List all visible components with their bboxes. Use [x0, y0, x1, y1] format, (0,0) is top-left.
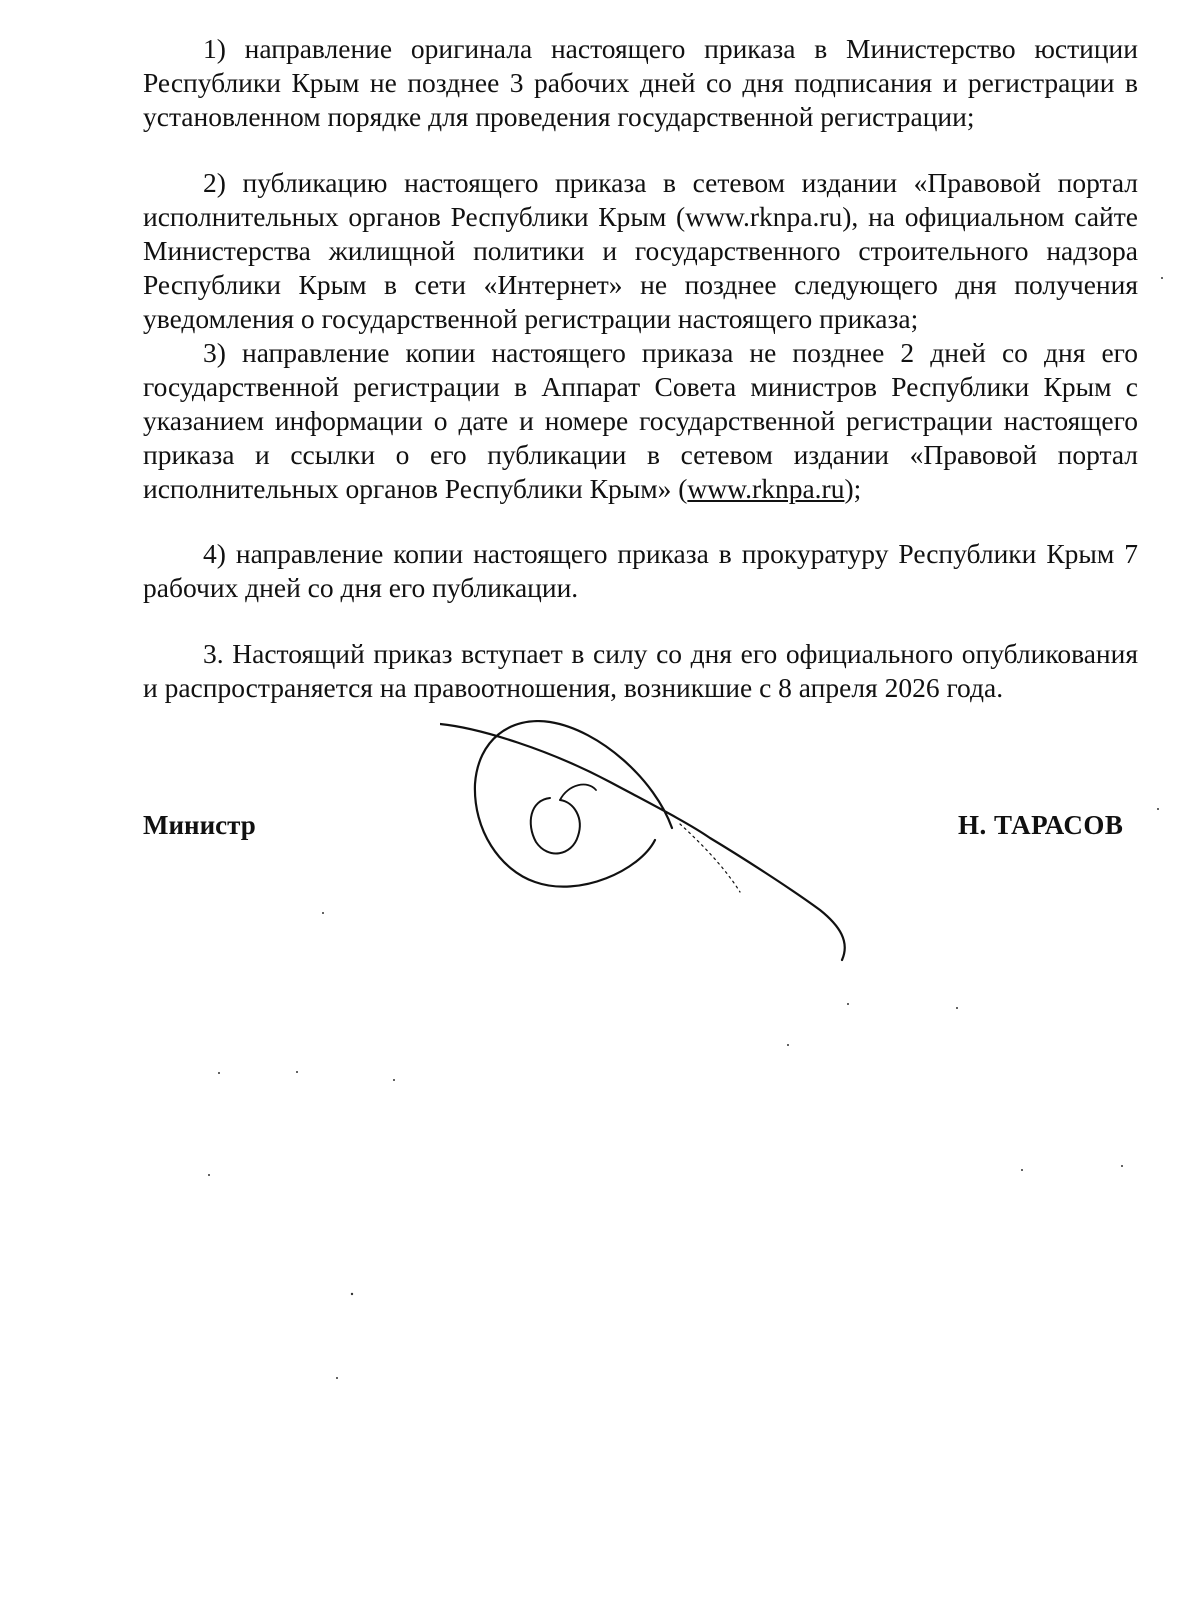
list-item-4: 4) направление копии настоящего приказа в прокуратуру Республики Крым 7 рабочих дней со дня его публикации. — [143, 538, 1138, 603]
rknpa-link[interactable]: www.rknpa.ru — [687, 473, 845, 504]
signatory-role: Министр — [143, 810, 256, 840]
clause-3-effective-date: 3. Настоящий приказ вступает в силу со дня его официального опубликования и распространяется на правоотношения, возникшие с 8 апреля 2026 года. — [143, 638, 1138, 703]
list-item-3-end: ); — [844, 473, 862, 504]
list-item-3-text: 3) направление копии настоящего приказа не позднее 2 дней со дня его государственной регистрации в Аппарат Совета министров Республики Крым с указанием информации о дате и номере государственной регистрации настоящего приказа и ссылки о его публикации в сетевом издании «Правовой портал исполнительных органов Республики Крым» ( — [143, 337, 1138, 504]
list-item-1: 1) направление оригинала настоящего приказа в Министерство юстиции Республики Крым не позднее 3 рабочих дней со дня подписания и регистрации в установленном порядке для проведения государственной регистрации; — [143, 33, 1138, 132]
handwritten-signature — [440, 720, 860, 1000]
list-item-2: 2) публикацию настоящего приказа в сетевом издании «Правовой портал исполнительных органов Республики Крым (www.rknpa.ru), на официальном сайте Министерства жилищной политики и государственного строительного надзора Республики Крым в сети «Интернет» не позднее следующего дня получения уведомления о государственной регистрации настоящего приказа; — [143, 167, 1138, 334]
signatory-name: Н. ТАРАСОВ — [958, 810, 1124, 840]
list-item-3 — [143, 336, 1138, 506]
